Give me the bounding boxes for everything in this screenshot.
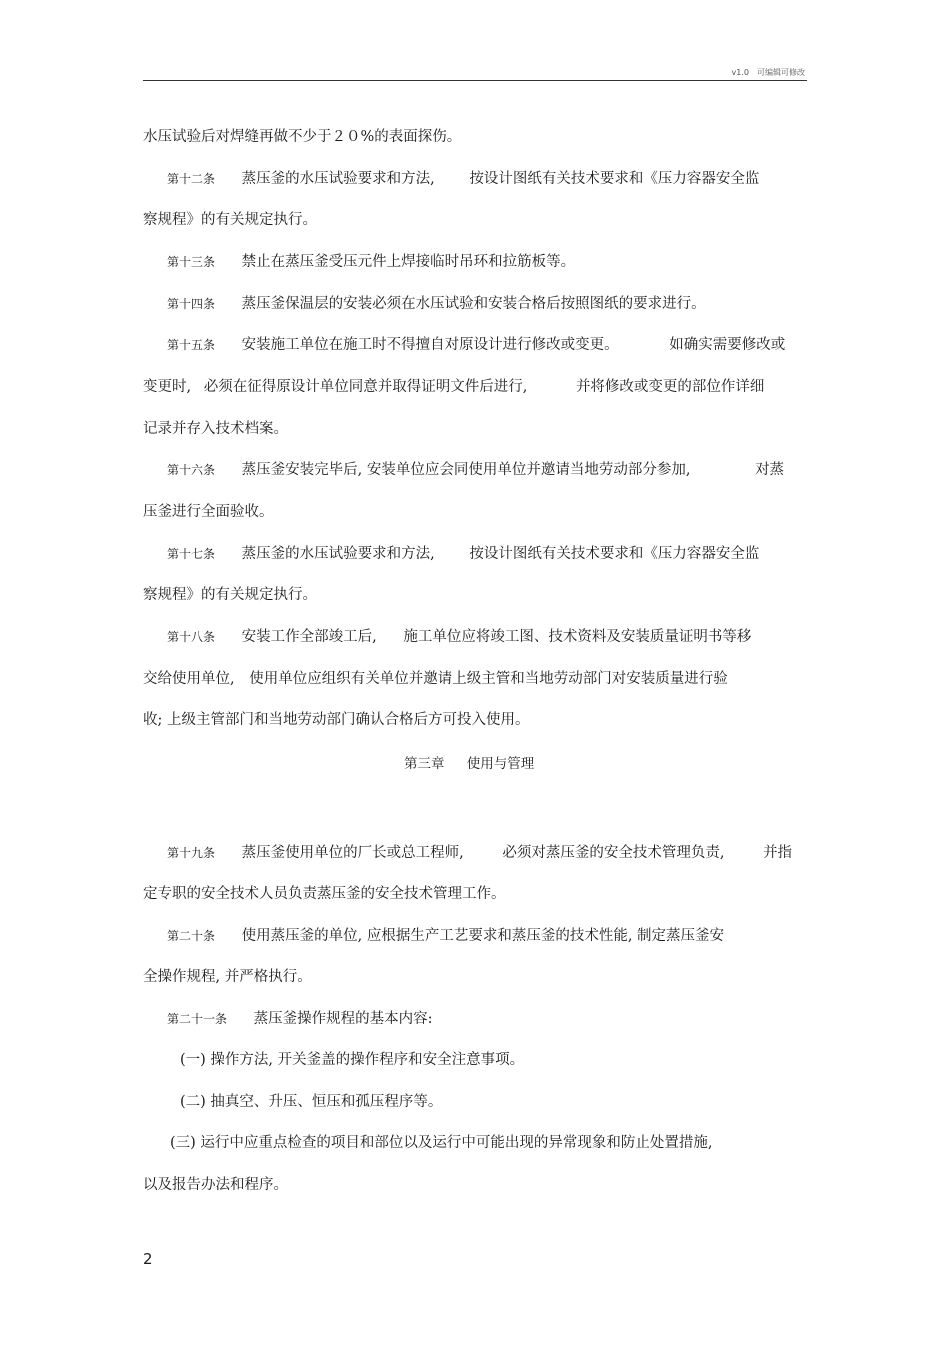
article-20-line-2: 全操作规程, 并严格执行。 <box>143 969 312 985</box>
article-12-line-1: 第十二条 蒸压釜的水压试验要求和方法, 按设计图纸有关技术要求和《压力容器安全监 <box>167 171 760 187</box>
article-18-line-2: 交给使用单位, 使用单位应组织有关单位并邀请上级主管和当地劳动部门对安装质量进行验 <box>143 671 728 687</box>
continuation-line: 水压试验后对焊缝再做不少于２０%的表面探伤。 <box>143 129 462 145</box>
article-16-label: 第十六条 <box>167 463 216 477</box>
article-19-line-1: 第十九条 蒸压釜使用单位的厂长或总工程师, 必须对蒸压釜的安全技术管理负责, 并指 <box>167 845 793 861</box>
article-14-line-1: 第十四条 蒸压釜保温层的安装必须在水压试验和安装合格后按照图纸的要求进行。 <box>167 296 706 312</box>
article-18-line-1: 第十八条 安装工作全部竣工后, 施工单位应将竣工图、技术资料及安装质量证明书等移 <box>167 629 752 645</box>
article-12-label: 第十二条 <box>167 172 216 186</box>
article-16-line-1: 第十六条 蒸压釜安装完毕后, 安装单位应会同使用单位并邀请当地劳动部分参加, 对蒸 <box>167 462 785 478</box>
article-13-label: 第十三条 <box>167 255 216 269</box>
article-20-label: 第二十条 <box>167 929 216 943</box>
header-version-text: v1.0 可编辑可修改 <box>731 68 805 77</box>
article-13-line-1: 第十三条 禁止在蒸压釜受压元件上焊接临时吊环和拉筋板等。 <box>167 254 576 270</box>
article-19-label: 第十九条 <box>167 846 216 860</box>
article-15-line-3: 记录并存入技术档案。 <box>143 421 288 437</box>
article-14-label: 第十四条 <box>167 297 216 311</box>
chapter-number: 第三章 <box>404 756 445 772</box>
article-16-line-2: 压釜进行全面验收。 <box>143 504 274 520</box>
article-12-line-2: 察规程》的有关规定执行。 <box>143 212 317 228</box>
article-15-label: 第十五条 <box>167 338 216 352</box>
page-number: 2 <box>143 1250 153 1268</box>
article-15-line-2: 变更时, 必须在征得原设计单位同意并取得证明文件后进行, 并将修改或变更的部位作详细 <box>143 379 765 395</box>
article-21-line-1: 第二十一条 蒸压釜操作规程的基本内容: <box>167 1011 433 1027</box>
header-rule <box>143 80 807 81</box>
chapter-heading <box>404 752 534 772</box>
article-20-line-1: 第二十条 使用蒸压釜的单位, 应根据生产工艺要求和蒸压釜的技术性能, 制定蒸压釜安 <box>167 928 725 944</box>
article-17-label: 第十七条 <box>167 547 216 561</box>
list-item-1: (一) 操作方法, 开关釜盖的操作程序和安全注意事项。 <box>180 1052 525 1068</box>
article-18-line-3: 收; 上级主管部门和当地劳动部门确认合格后方可投入使用。 <box>143 712 530 728</box>
list-item-2: (二) 抽真空、升压、恒压和孤压程序等。 <box>180 1094 443 1110</box>
article-21-label: 第二十一条 <box>167 1012 228 1026</box>
article-15-line-1: 第十五条 安装施工单位在施工时不得擅自对原设计进行修改或变更。 如确实需要修改或 <box>167 337 786 353</box>
article-17-line-2: 察规程》的有关规定执行。 <box>143 587 317 603</box>
list-item-3: (三) 运行中应重点检查的项目和部位以及运行中可能出现的异常现象和防止处置措施, <box>170 1135 713 1151</box>
article-18-label: 第十八条 <box>167 630 216 644</box>
chapter-title: 使用与管理 <box>466 756 535 772</box>
article-17-line-1: 第十七条 蒸压釜的水压试验要求和方法, 按设计图纸有关技术要求和《压力容器安全监 <box>167 546 760 562</box>
article-19-line-2: 定专职的安全技术人员负责蒸压釜的安全技术管理工作。 <box>143 886 506 902</box>
list-item-3-continuation: 以及报告办法和程序。 <box>143 1177 288 1193</box>
